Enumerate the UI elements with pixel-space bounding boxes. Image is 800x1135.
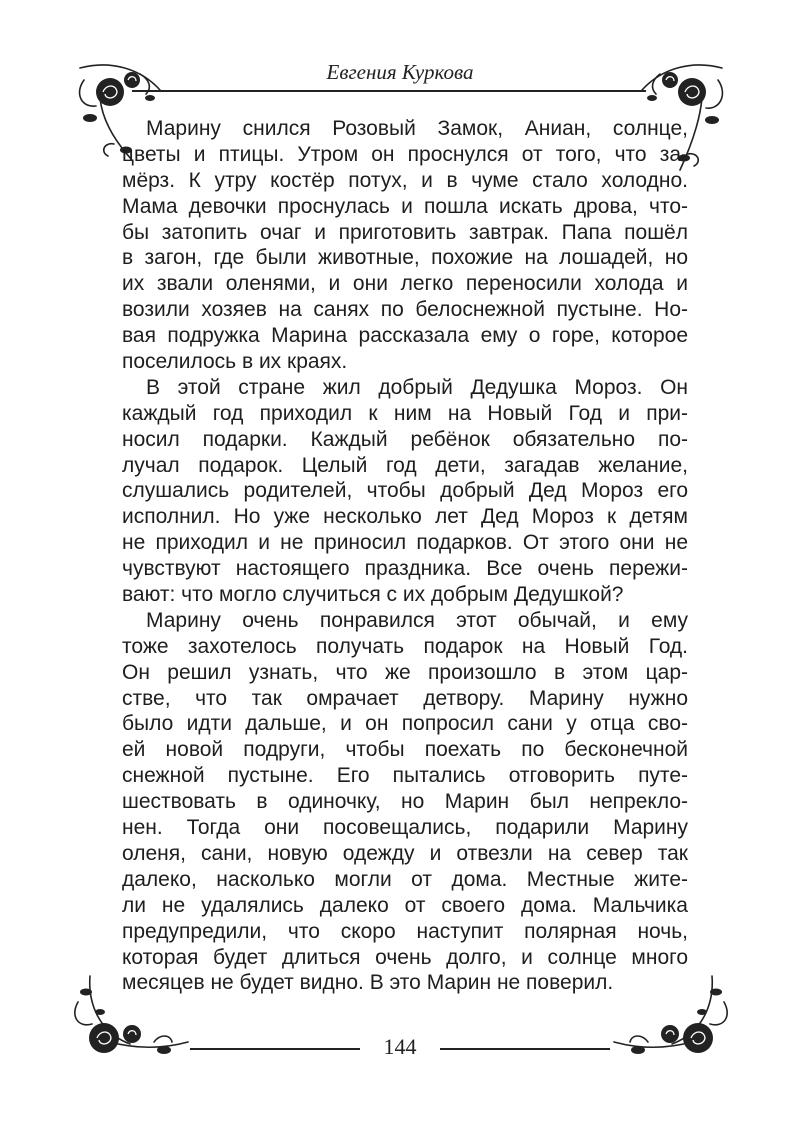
text-line: оленя, сани, новую одежду и отвезли на север так — [122, 841, 688, 865]
text-line: каждый год приходил к ним на Новый Год и при- — [122, 401, 688, 425]
text-line: слушались родителей, чтобы добрый Дед Мороз его — [122, 479, 688, 503]
text-line: снежной пустыне. Его пытались отговорить путе- — [122, 764, 688, 788]
text-line: вая подружка Марина рассказала ему о горе, которое — [122, 324, 688, 348]
text-line: носил подарки. Каждый ребёнок обязательно по- — [122, 427, 688, 451]
text-line: нен. Тогда они посовещались, подарили Марину — [122, 816, 688, 840]
text-line: лучал подарок. Целый год дети, загадав желание, — [122, 453, 688, 477]
text-line: ли не удалялись далеко от своего дома. Мальчика — [122, 893, 688, 917]
text-line: в загон, где были животные, похожие на лошадей, но — [122, 246, 688, 270]
text-line: Он решил узнать, что же произошло в этом цар- — [122, 660, 688, 684]
text-line: предупредили, что скоро наступит полярная ночь, — [122, 919, 688, 943]
text-line: далеко, насколько могли от дома. Местные жите- — [122, 867, 688, 891]
text-line: не приходил и не приносил подарков. От этого они не — [122, 531, 688, 555]
text-line: тоже захотелось получать подарок на Новый Год. — [122, 634, 688, 658]
text-line: вают: что могло случиться с их добрым Дедушкой? — [122, 583, 624, 607]
body-text — [122, 116, 688, 996]
text-line: исполнил. Но уже несколько лет Дед Мороз к детям — [122, 505, 688, 529]
text-line: шествовать в одиночку, но Марин был непрекло- — [122, 790, 688, 814]
page-number: 144 — [383, 1034, 417, 1059]
text-line: их звали оленями, и они легко переносили холода и — [122, 272, 688, 296]
text-line: ей новой подруги, чтобы поехать по бесконечной — [122, 738, 688, 762]
text-line: было идти дальше, и он попросил сани у отца сво- — [122, 712, 688, 736]
paragraph-first-line: Марину очень понравился этот обычай, и ему — [146, 608, 688, 632]
running-header-author: Евгения Куркова — [326, 60, 474, 84]
paragraph-first-line: Марину снился Розовый Замок, Аниан, солнце, — [146, 117, 688, 140]
text-line: цветы и птицы. Утром он проснулся от того, что за- — [122, 142, 688, 166]
text-line: Мама девочки проснулась и пошла искать дрова, что- — [122, 194, 688, 218]
text-line: поселилось в их краях. — [122, 350, 348, 374]
footer-rule-right — [440, 1048, 610, 1050]
text-line: стве, что так омрачает детвору. Марину нужно — [122, 686, 688, 710]
text-line: которая будет длиться очень долго, и солнце много — [122, 945, 688, 969]
header-rule — [132, 90, 646, 92]
text-line: бы затопить очаг и приготовить завтрак. Папа пошёл — [122, 220, 688, 244]
text-line: возили хозяев на санях по белоснежной пустыне. Но- — [122, 298, 688, 322]
text-line: мёрз. К утру костёр потух, и в чуме стало холодно. — [122, 168, 688, 192]
text-line: месяцев не будет видно. В это Марин не поверил. — [122, 971, 614, 995]
paragraph-first-line: В этой стране жил добрый Дедушка Мороз. Он — [146, 375, 688, 399]
text-line: чувствуют настоящего праздника. Все очень пережи- — [122, 557, 688, 581]
